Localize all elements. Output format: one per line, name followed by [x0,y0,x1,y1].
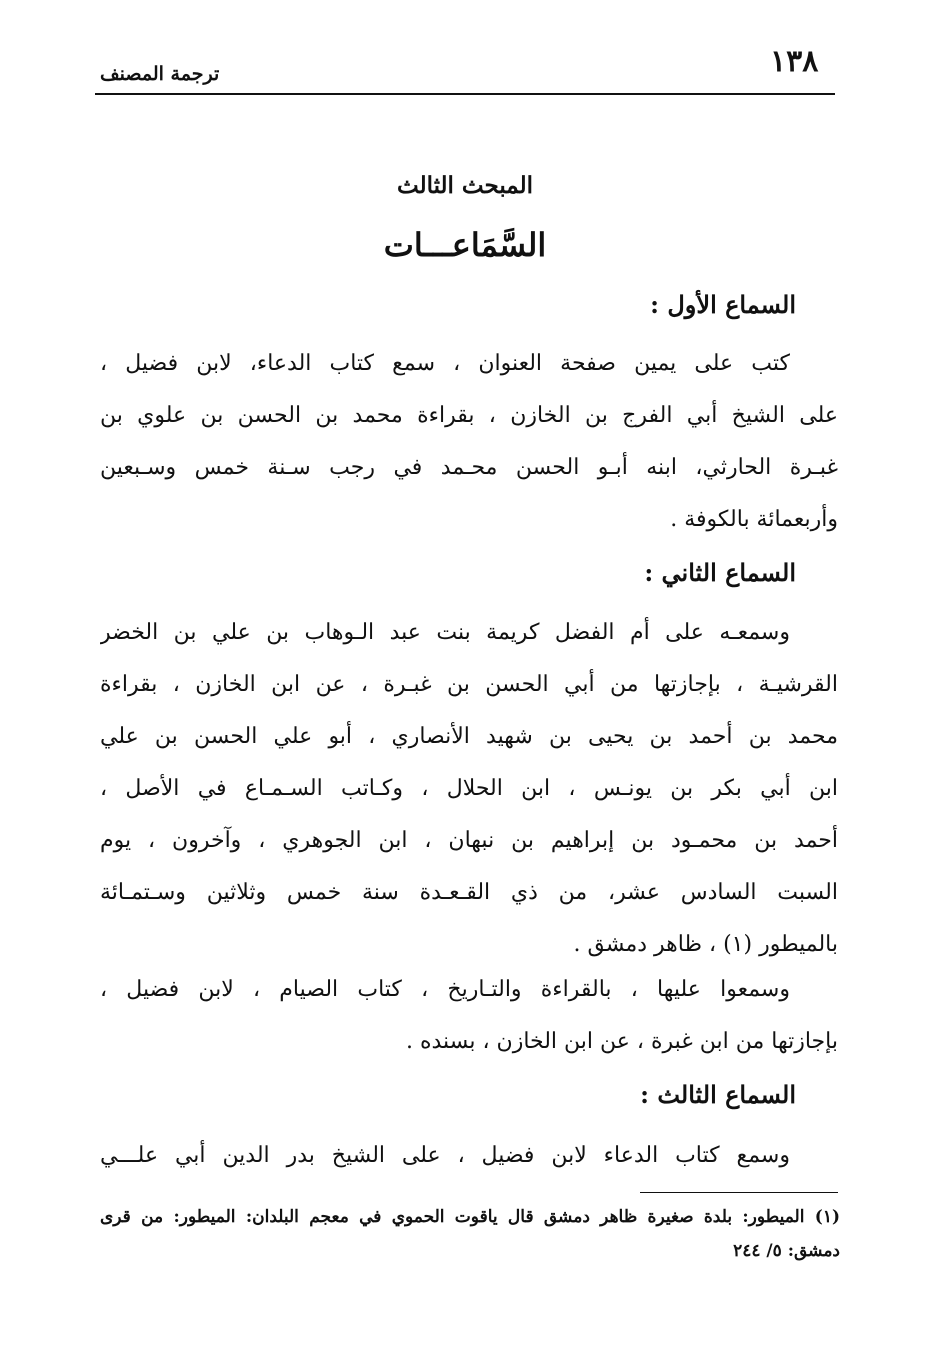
paragraph-third-hearing [100,1130,838,1182]
running-title: ترجمة المصنف [100,63,220,85]
text-line: بإجازتها من ابن غبرة ، عن ابن الخازن ، بسنده . [406,1029,838,1054]
footnote-line: (١) الميطور: بلدة صغيرة ظاهر دمشق قال ياقوت الحموي في معجم البلدان: الميطور: من قرى [100,1207,840,1227]
text-line: غبـرة الحارثي، ابنه أبـو الحسن محـمد في رجب سـنة خمس وسـبعين [100,455,838,480]
paragraph-first-hearing [100,338,838,546]
section-heading-first-hearing: السماع الأول : [650,290,796,319]
footnote-rule [640,1192,838,1193]
paragraph-second-hearing [100,607,838,971]
chapter-title: السَّمَاعـــات [383,226,547,264]
footnote-line: دمشق: ٥/ ٢٤٤ [733,1241,840,1261]
text-line: وسمعـه على أم الفضل كريمة بنت عبد الـوهاب بن علي بن الخضر [100,620,790,645]
chapter-label: المبحث الثالث [396,172,533,199]
text-line: ابن أبي بكر بن يونـس ، ابن الحلال ، وكـاتب السـمـاع في الأصل ، [100,776,838,801]
paragraph-second-hearing-continued [100,964,838,1068]
text-line: بالميطور (١) ، ظاهر دمشق . [573,932,838,957]
section-heading-third-hearing: السماع الثالث : [640,1080,796,1109]
text-line: محمد بن أحمد بن يحيى بن شهيد الأنصاري ، أبو علي الحسن بن علي [100,724,838,749]
text-line: وسمعوا عليها ، بالقراءة والتـاريخ ، كتاب الصيام ، لابن فضيل ، [100,977,790,1002]
text-line: وسمع كتاب الدعاء لابن فضيل ، على الشيخ بدر الدين أبي علـــي [100,1143,790,1168]
text-line: القرشيـة ، بإجازتها من أبي الحسن بن غبـرة ، عن ابن الخازن ، بقراءة [100,672,838,697]
section-heading-second-hearing: السماع الثاني : [644,558,796,587]
text-line: على الشيخ أبي الفرج بن الخازن ، بقراءة محمد بن الحسن بن علوي بن [100,403,838,428]
text-line: وأربعمائة بالكوفة . [670,507,838,532]
text-line: السبت السادس عشر، من ذي القـعـدة سنة خمس وثلاثين وسـتمـائة [100,880,838,905]
page-number: ١٣٨ [770,44,819,79]
text-line: كتب على يمين صفحة العنوان ، سمع كتاب الدعاء، لابن فضيل ، [100,351,790,376]
footnote [100,1200,840,1268]
text-line: أحمد بن محمـود بن إبراهيم بن نبهان ، ابن الجوهري ، وآخرون ، يوم [100,828,838,853]
header-rule [95,93,835,95]
